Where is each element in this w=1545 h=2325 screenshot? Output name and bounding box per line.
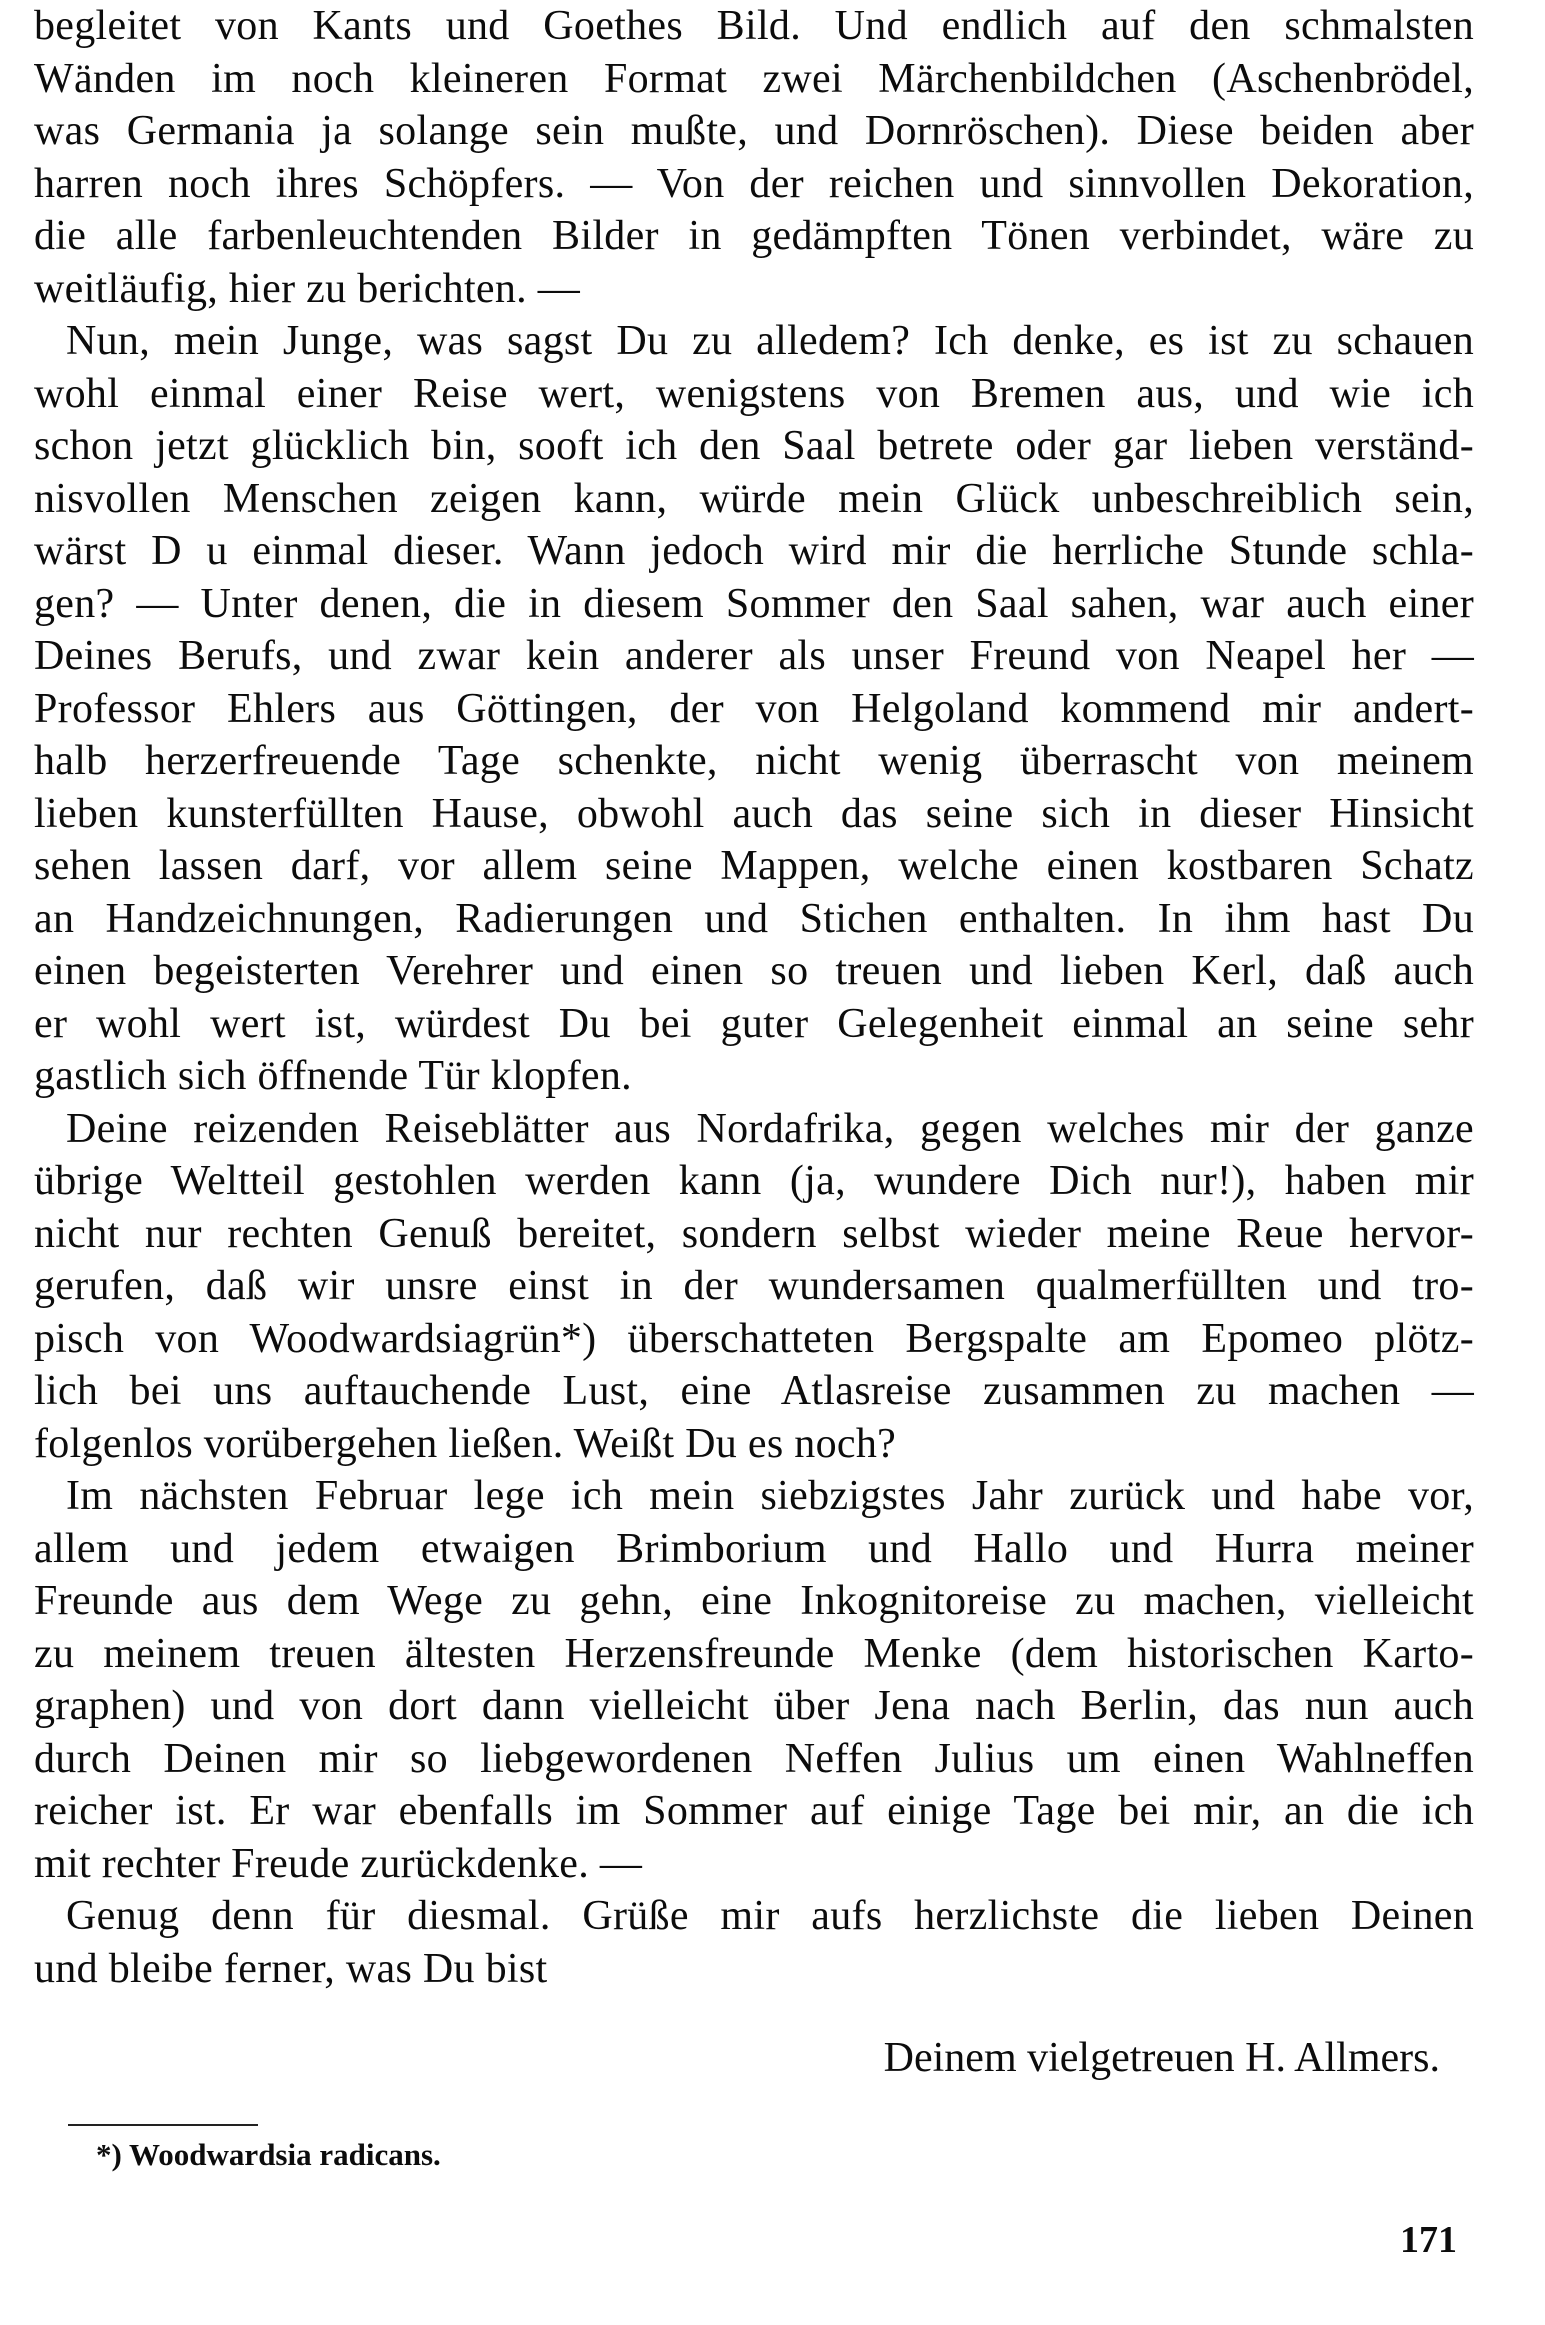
text-line: reicher ist. Er war ebenfalls im Sommer auf einige Tage bei mir, an die ich [34,1788,1474,1834]
text-line: Deine reizenden Reiseblätter aus Nordafrika, gegen welches mir der ganze [66,1105,1474,1152]
text-line: mit rechter Freude zurückdenke. — [34,1840,643,1887]
text-line: schon jetzt glücklich bin, sooft ich den Saal betrete oder gar lieben verständ- [34,423,1474,469]
text-line: nicht nur rechten Genuß bereitet, sondern selbst wieder meine Reue hervor- [34,1210,1474,1257]
text-line: nisvollen Menschen zeigen kann, würde mein Glück unbeschreiblich sein, [34,475,1474,522]
text-line: und bleibe ferner, was Du bist [34,1945,548,1992]
text-line: was Germania ja solange sein mußte, und Dornröschen). Diese beiden aber [34,108,1474,154]
text-line: sehen lassen darf, vor allem seine Mappen, welche einen kostbaren Schatz [34,843,1474,889]
text-line: wärst D u einmal dieser. Wann jedoch wird mir die herrliche Stunde schla- [34,528,1474,574]
text-line: Genug denn für diesmal. Grüße mir aufs herzlichste die lieben Deinen [66,1893,1474,1939]
text-line: Professor Ehlers aus Göttingen, der von Helgoland kommend mir andert- [34,685,1474,732]
footnote-divider [68,2124,258,2126]
footnote: *) Woodwardsia radicans. [96,2137,441,2172]
letter-body [34,0,1474,1995]
page-number: 171 [1400,2219,1457,2261]
text-line: Nun, mein Junge, was sagst Du zu alledem? Ich denke, es ist zu schauen [66,318,1474,364]
text-line: pisch von Woodwardsiagrün*) überschatteten Bergspalte am Epomeo plötz- [34,1315,1474,1362]
text-line: wohl einmal einer Reise wert, wenigstens von Bremen aus, und wie ich [34,370,1474,417]
text-line: lich bei uns auftauchende Lust, eine Atlasreise zusammen zu machen — [34,1368,1474,1414]
text-line: er wohl wert ist, würdest Du bei guter Gelegenheit einmal an seine sehr [34,1000,1474,1047]
text-line: die alle farbenleuchtenden Bilder in gedämpften Tönen verbindet, wäre zu [34,213,1474,259]
text-line: folgenlos vorübergehen ließen. Weißt Du es noch? [34,1420,897,1467]
text-line: halb herzerfreuende Tage schenkte, nicht wenig überrascht von meinem [34,738,1474,784]
text-line: gastlich sich öffnende Tür klopfen. [34,1053,632,1099]
letter-signature: Deinem vielgetreuen H. Allmers. [883,2035,1440,2081]
text-line: zu meinem treuen ältesten Herzensfreunde Menke (dem historischen Karto- [34,1630,1474,1677]
text-line: begleitet von Kants und Goethes Bild. Und endlich auf den schmalsten [34,3,1474,49]
text-line: gen? — Unter denen, die in diesem Sommer den Saal sahen, war auch einer [34,580,1474,627]
text-line: Freunde aus dem Wege zu gehn, eine Inkognitoreise zu machen, vielleicht [34,1578,1474,1624]
text-line: Wänden im noch kleineren Format zwei Märchenbildchen (Aschenbrödel, [34,55,1474,102]
text-line: übrige Weltteil gestohlen werden kann (ja, wundere Dich nur!), haben mir [34,1158,1474,1204]
text-line: gerufen, daß wir unsre einst in der wundersamen qualmerfüllten und tro- [34,1263,1474,1309]
text-line: harren noch ihres Schöpfers. — Von der reichen und sinnvollen Dekoration, [34,160,1474,207]
text-line: durch Deinen mir so liebgewordenen Neffen Julius um einen Wahlneffen [34,1735,1474,1782]
text-line: allem und jedem etwaigen Brimborium und Hallo und Hurra meiner [34,1525,1474,1572]
text-line: graphen) und von dort dann vielleicht über Jena nach Berlin, das nun auch [34,1683,1474,1729]
text-line: Deines Berufs, und zwar kein anderer als unser Freund von Neapel her — [34,633,1474,679]
text-line: Im nächsten Februar lege ich mein siebzigstes Jahr zurück und habe vor, [66,1473,1474,1519]
text-line: an Handzeichnungen, Radierungen und Stichen enthalten. In ihm hast Du [34,895,1474,942]
text-line: lieben kunsterfüllten Hause, obwohl auch das seine sich in dieser Hinsicht [34,790,1474,837]
text-line: weitläufig, hier zu berichten. — [34,265,581,312]
text-line: einen begeisterten Verehrer und einen so treuen und lieben Kerl, daß auch [34,948,1474,994]
